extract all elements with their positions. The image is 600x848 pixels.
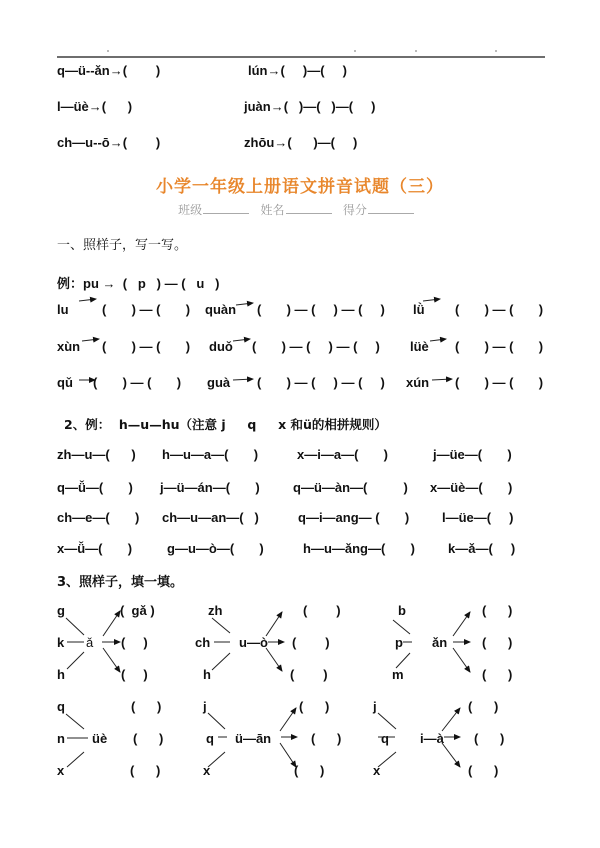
s3-result: ( ) — [482, 603, 513, 618]
name-label: 姓名 — [260, 203, 285, 217]
class-label: 班级 — [178, 203, 203, 217]
s3-result: ( ) — [311, 731, 342, 746]
s3-initial: x — [203, 763, 211, 778]
s3-initial: j — [373, 699, 377, 714]
top-exercise: lún→( )—( ) — [248, 63, 347, 78]
s3-result: ( gǎ ) — [120, 603, 155, 618]
s2-item: x—üè—( ) — [430, 480, 513, 495]
s3-initial: zh — [208, 603, 223, 618]
s3-result: ( ) — [290, 667, 328, 682]
top-exercise: ch—u--ō→( ) — [57, 135, 161, 150]
s3-initial: q — [57, 699, 65, 714]
s1-syllable: lu — [57, 302, 69, 317]
s3-result: ( ) — [121, 635, 148, 650]
s1-syllable: lüè — [410, 339, 429, 354]
s3-result: ( ) — [294, 763, 325, 778]
s2-item: k—ǎ—( ) — [448, 541, 516, 556]
s1-syllable: duǒ — [209, 339, 233, 354]
section1-example: 例：pu → ( p ) — ( u ) — [57, 276, 220, 291]
s2-item: q—i—ang— ( ) — [298, 510, 410, 525]
s2-item: x—ǚ—( ) — [57, 541, 133, 556]
s3-result: ( ) — [468, 699, 499, 714]
top-rule — [57, 56, 545, 58]
s3-result: ( ) — [121, 667, 148, 682]
s3-result: ( ) — [474, 731, 505, 746]
s1-syllable: xùn — [57, 339, 81, 354]
s3-final: üè — [92, 731, 108, 746]
s3-initial: n — [57, 731, 65, 746]
s3-result: ( ) — [131, 699, 162, 714]
s2-item: h—u—a—( ) — [162, 447, 259, 462]
s3-initial: k — [57, 635, 65, 650]
s1-blanks: ( ) — ( ) — [455, 375, 544, 390]
s3-final: i—à — [420, 731, 444, 746]
s3-initial: g — [57, 603, 65, 618]
s3-initial: h — [57, 667, 65, 682]
s2-item: j—ü—án—( ) — [160, 480, 260, 495]
s3-initial: p — [395, 635, 403, 650]
s3-final: ǎ — [86, 635, 94, 650]
name-blank[interactable] — [286, 203, 332, 214]
s2-item: j—üe—( ) — [433, 447, 512, 462]
s3-result: ( ) — [299, 699, 330, 714]
s3-initial: x — [57, 763, 65, 778]
s3-initial: q — [381, 731, 389, 746]
s1-syllable: guà — [207, 375, 231, 390]
student-info — [0, 201, 600, 218]
s2-item: l—üe—( ) — [442, 510, 514, 525]
s2-item: q—ü—àn—( ) — [293, 480, 408, 495]
s3-result: ( ) — [482, 667, 513, 682]
top-exercise: zhōu→( )—( ) — [244, 135, 358, 150]
s1-syllable: qǔ — [57, 375, 73, 390]
s2-item: ch—u—an—( ) — [162, 510, 259, 525]
s2-item: g—u—ò—( ) — [167, 541, 264, 556]
s3-result: ( ) — [468, 763, 499, 778]
s1-blanks: ( ) — ( ) — ( ) — [257, 375, 385, 390]
s3-initial: b — [398, 603, 406, 618]
s2-item: q—ǚ—( ) — [57, 480, 133, 495]
s3-initial: x — [373, 763, 381, 778]
s1-blanks: ( ) — ( ) — [102, 339, 191, 354]
s3-initial: q — [206, 731, 214, 746]
top-exercise: juàn→( )—( )—( ) — [244, 99, 376, 114]
s3-initial: h — [203, 667, 211, 682]
s3-final: ǎn — [432, 635, 448, 650]
s3-final: u—ò — [239, 635, 268, 650]
top-exercise: l—üè→( ) — [57, 99, 133, 114]
rule-dot — [415, 50, 417, 52]
top-exercise: q—ü--ǎn→( ) — [57, 63, 161, 78]
s1-blanks: ( ) — ( ) — [93, 375, 182, 390]
s3-result: ( ) — [292, 635, 330, 650]
s1-syllable: lǜ — [413, 302, 425, 317]
rule-dot — [354, 50, 356, 52]
s2-item: zh—u—( ) — [57, 447, 136, 462]
section3-heading: 3、照样子，填一填。 — [57, 575, 184, 590]
s2-item: ch—e—( ) — [57, 510, 140, 525]
page-title: 小学一年级上册语文拼音试题（三） — [156, 177, 444, 197]
s3-initial: m — [392, 667, 404, 682]
class-blank[interactable] — [203, 203, 249, 214]
s3-initial: ch — [195, 635, 211, 650]
s3-final: ü—ān — [235, 731, 272, 746]
s1-syllable: quàn — [205, 302, 237, 317]
s3-result: ( ) — [130, 763, 161, 778]
s1-blanks: ( ) — ( ) — ( ) — [257, 302, 385, 317]
s2-item: h—u—ǎng—( ) — [303, 541, 415, 556]
s3-result: ( ) — [482, 635, 513, 650]
s1-syllable: xún — [406, 375, 430, 390]
s1-blanks: ( ) — ( ) — ( ) — [252, 339, 380, 354]
s1-blanks: ( ) — ( ) — [455, 302, 544, 317]
score-blank[interactable] — [368, 203, 414, 214]
s3-result: ( ) — [133, 731, 164, 746]
section1-heading: 一、照样子，写一写。 — [57, 238, 188, 253]
rule-dot — [107, 50, 109, 52]
section2-heading: 2、例： h—u—hu（注意 j q x 和ü的相拼规则） — [64, 417, 387, 432]
s3-result: ( ) — [303, 603, 341, 618]
s2-item: x—i—a—( ) — [297, 447, 389, 462]
rule-dot — [495, 50, 497, 52]
score-label: 得分 — [342, 203, 367, 217]
s3-initial: j — [203, 699, 207, 714]
s1-blanks: ( ) — ( ) — [455, 339, 544, 354]
s1-blanks: ( ) — ( ) — [102, 302, 191, 317]
